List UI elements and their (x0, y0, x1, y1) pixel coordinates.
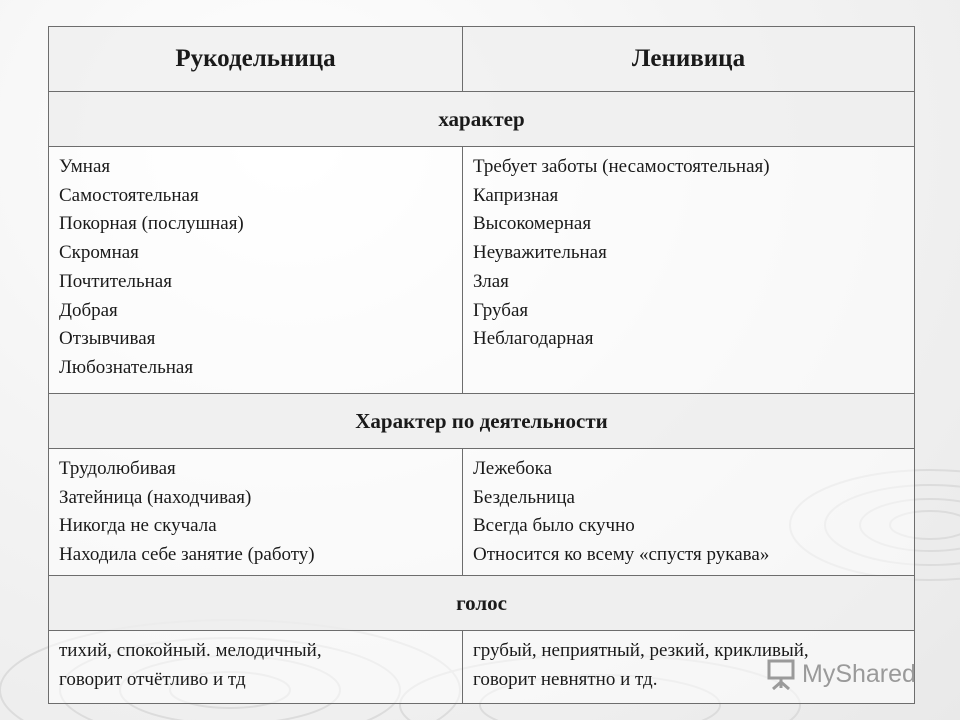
voice-left-cell (49, 631, 463, 704)
section-row (49, 576, 915, 631)
list-item: Покорная (послушная) (59, 213, 244, 235)
list-item: Злая (473, 270, 509, 292)
watermark-logo (766, 656, 916, 692)
list-item: Затейница (находчивая) (59, 486, 252, 508)
list-item: Добрая (59, 299, 118, 321)
list-item: Почтительная (59, 270, 172, 292)
list-item: Находила себе занятие (работу) (59, 544, 315, 566)
table-row (49, 147, 915, 394)
list-item: Лежебока (473, 458, 553, 479)
watermark-text: MyShared (802, 659, 916, 688)
list-item: Требует заботы (несамостоятельная) (473, 156, 770, 177)
list-item: тихий, спокойный. мелодичный, (59, 640, 322, 661)
column-header-rukodelnitsa: Рукодельница (49, 27, 463, 92)
section-title-activity: Характер по деятельности (49, 394, 915, 449)
list-item: Неуважительная (473, 242, 607, 264)
list-item: Всегда было скучно (473, 515, 635, 537)
column-header-lenivitsa: Ленивица (463, 27, 915, 92)
list-item: Капризная (473, 184, 559, 206)
character-right-cell (463, 147, 915, 394)
comparison-table (48, 26, 915, 704)
list-item: Грубая (473, 299, 529, 321)
list-item: Неблагодарная (473, 328, 594, 350)
list-item: Никогда не скучала (59, 515, 217, 537)
table-row (49, 449, 915, 576)
list-item: Любознательная (59, 356, 194, 378)
list-item: Самостоятельная (59, 184, 199, 206)
list-item: Высокомерная (473, 213, 592, 235)
section-title-voice: голос (49, 576, 915, 631)
list-item: грубый, неприятный, резкий, крикливый, (473, 640, 809, 661)
list-item: говорит невнятно и тд. (473, 668, 658, 690)
character-left-cell (49, 147, 463, 394)
presentation-board-icon (766, 658, 796, 690)
list-item: Бездельница (473, 486, 575, 508)
activity-right-cell (463, 449, 915, 576)
section-row (49, 92, 915, 147)
list-item: Отзывчивая (59, 328, 156, 350)
list-item: Умная (59, 156, 111, 177)
list-item: Относится ко всему «спустя рукава» (473, 544, 770, 566)
section-row (49, 394, 915, 449)
list-item: Скромная (59, 242, 139, 264)
list-item: говорит отчётливо и тд (59, 668, 246, 690)
header-row (49, 27, 915, 92)
activity-left-cell (49, 449, 463, 576)
list-item: Трудолюбивая (59, 458, 176, 479)
section-title-character: характер (49, 92, 915, 147)
